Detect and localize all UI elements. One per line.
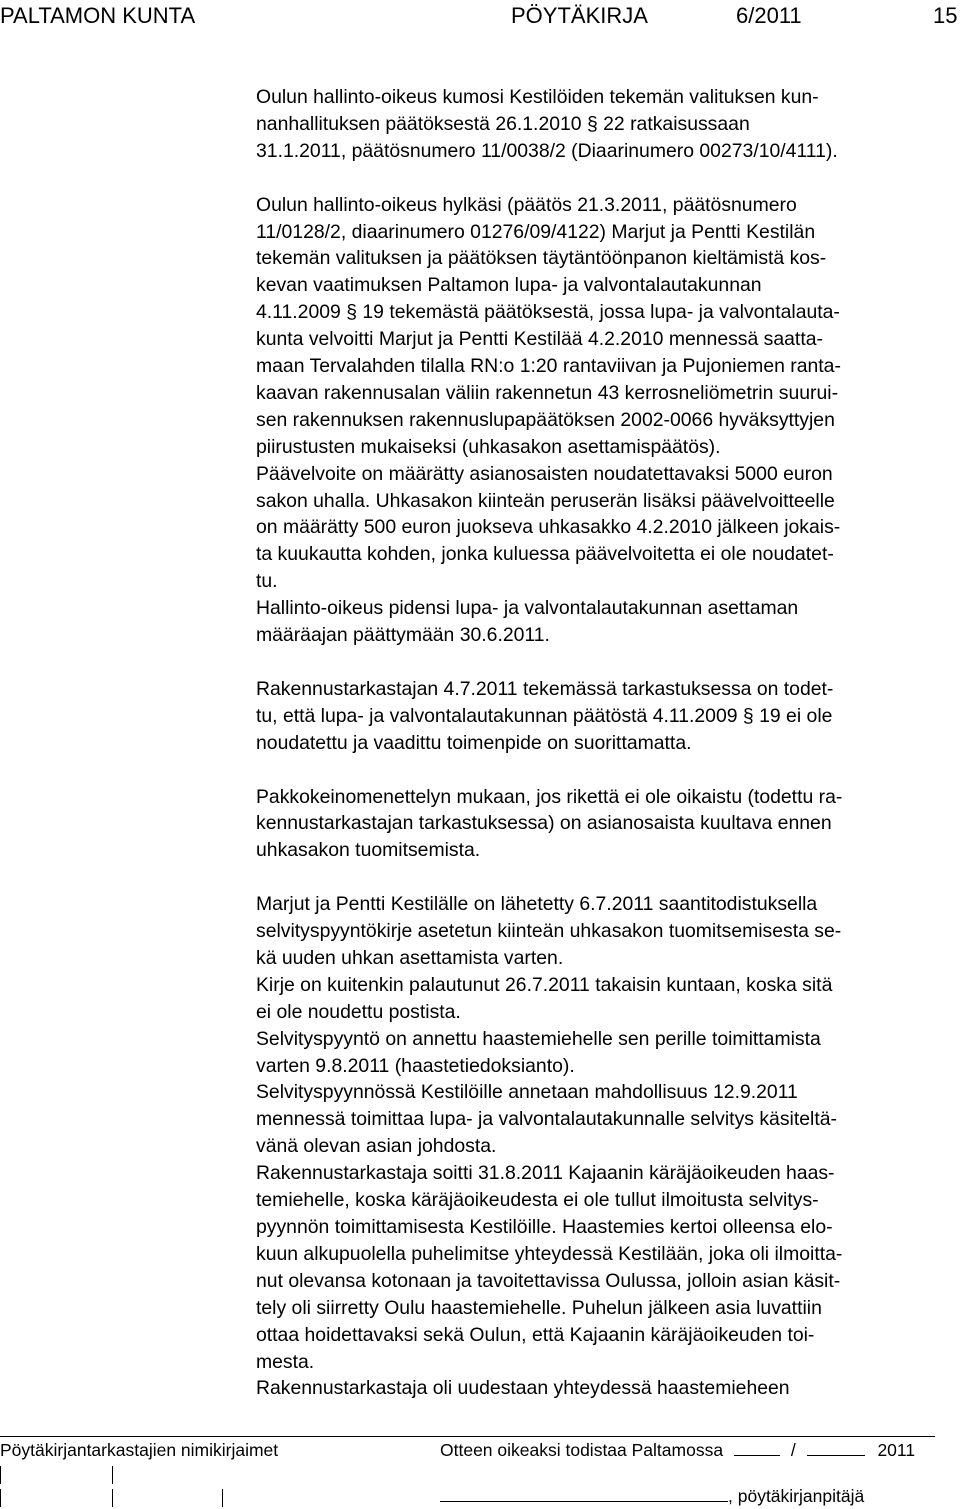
date-day-blank xyxy=(734,1440,780,1456)
text-line: Selvityspyyntö on annettu haastemiehelle sen perille toimittamista xyxy=(256,1027,821,1050)
text-line: mennessä toimittaa lupa- ja valvontalautakunnalle selvitys käsiteltä- xyxy=(256,1108,837,1131)
text-line: kuun alkupuolella puhelimitse yhteydessä Kestilään, joka oli ilmoitta- xyxy=(256,1242,843,1265)
text-line: Selvityspyynnössä Kestilöille annetaan mahdollisuus 12.9.2011 xyxy=(256,1081,798,1104)
document-type: PÖYTÄKIRJA xyxy=(511,3,648,28)
initials-box-divider xyxy=(112,1489,113,1507)
municipality-name: PALTAMON KUNTA xyxy=(0,3,196,28)
text-line: Rakennustarkastaja oli uudestaan yhteydessä haastemieheen xyxy=(256,1377,790,1400)
text-line: ta kuukautta kohden, jonka kuluessa päävelvoitetta ei ole noudatet- xyxy=(256,543,834,566)
text-line: tu, että lupa- ja valvontalautakunnan päätöstä 4.11.2009 § 19 ei ole xyxy=(256,704,833,727)
text-line: kä uuden uhkan asettamista varten. xyxy=(256,946,564,969)
footer-divider xyxy=(0,1436,935,1437)
initials-box-divider xyxy=(0,1489,1,1507)
document-body xyxy=(256,84,956,1402)
text-line: nanhallituksen päätöksestä 26.1.2010 § 22 ratkaisussaan xyxy=(256,112,750,135)
text-line: Päävelvoite on määrätty asianosaisten noudatettavaksi 5000 euron xyxy=(256,462,833,485)
minutes-number: 6/2011 xyxy=(736,3,802,28)
text-line: tekemän valituksen ja päätöksen täytäntöönpanon kieltämistä kos- xyxy=(256,247,827,270)
date-separator: / xyxy=(790,1440,796,1460)
text-line: mesta. xyxy=(256,1350,315,1373)
text-line: Rakennustarkastajan 4.7.2011 tekemässä tarkastuksessa on todet- xyxy=(256,677,834,700)
text-line: 4.11.2009 § 19 tekemästä päätöksestä, jossa lupa- ja valvontalauta- xyxy=(256,301,840,324)
text-line: kunta velvoitti Marjut ja Pentti Kestilää 4.2.2010 mennessä saatta- xyxy=(256,328,823,351)
text-line: maan Tervalahden tilalla RN:o 1:20 rantaviivan ja Pujoniemen ranta- xyxy=(256,355,841,378)
text-line: Hallinto-oikeus pidensi lupa- ja valvontalautakunnan asettaman xyxy=(256,597,799,620)
reviewer-initials-label: Pöytäkirjantarkastajien nimikirjaimet xyxy=(0,1440,279,1460)
text-line: tu. xyxy=(256,570,278,593)
minutes-keeper-label: , pöytäkirjanpitäjä xyxy=(728,1486,865,1506)
paragraph-inspection xyxy=(256,676,956,757)
text-line: varten 9.8.2011 (haastetiedoksianto). xyxy=(256,1054,575,1077)
signature-line xyxy=(440,1486,864,1507)
paragraph-appeal-rejected xyxy=(256,192,956,649)
initials-box-divider xyxy=(222,1489,223,1507)
text-line: kaavan rakennusalan väliin rakennetun 43 kerrosneliömetrin suurui- xyxy=(256,381,839,404)
text-line: ottaa hoidettavaksi sekä Oulun, että Kajaanin käräjäoikeuden toi- xyxy=(256,1323,815,1346)
text-line: tely oli siirretty Oulu haastemiehelle. Puhelun jälkeen asia luvattiin xyxy=(256,1296,822,1319)
text-line: 11/0128/2, diaarinumero 01276/09/4122) Marjut ja Pentti Kestilän xyxy=(256,220,816,243)
text-line: määräajan päättymään 30.6.2011. xyxy=(256,624,550,647)
initials-box-divider xyxy=(112,1466,113,1484)
text-line: vänä olevan asian johdosta. xyxy=(256,1135,497,1158)
page-header xyxy=(0,0,960,36)
text-line: Pakkokeinomenettelyn mukaan, jos rikettä ei ole oikaistu (todettu ra- xyxy=(256,785,843,808)
text-line: ei ole noudettu postista. xyxy=(256,1000,461,1023)
text-line: pyynnön toimittamisesta Kestilöille. Haastemies kertoi olleensa elo- xyxy=(256,1216,833,1238)
certified-copy-text: Otteen oikeaksi todistaa Paltamossa xyxy=(440,1440,724,1460)
text-line: piirustusten mukaiseksi (uhkasakon asettamispäätös). xyxy=(256,435,721,458)
signature-blank xyxy=(440,1486,728,1502)
text-line: Rakennustarkastaja soitti 31.8.2011 Kajaanin käräjäoikeuden haas- xyxy=(256,1162,835,1185)
text-line: kevan vaatimuksen Paltamon lupa- ja valvontalautakunnan xyxy=(256,274,762,297)
text-line: nut olevansa kotonaan ja tavoitettavissa Oulussa, jolloin asian käsit- xyxy=(256,1269,841,1292)
text-line: kennustarkastajan tarkastuksessa) on asianosaista kuultava ennen xyxy=(256,812,832,835)
date-month-blank xyxy=(807,1440,865,1456)
text-line: 31.1.2011, päätösnumero 11/0038/2 (Diaarinumero 00273/10/4111). xyxy=(256,139,838,162)
text-line: noudatettu ja vaadittu toimenpide on suorittamatta. xyxy=(256,731,692,754)
text-line: Kirje on kuitenkin palautunut 26.7.2011 takaisin kuntaan, koska sitä xyxy=(256,973,833,996)
text-line: Oulun hallinto-oikeus hylkäsi (päätös 21.3.2011, päätösnumero xyxy=(256,193,797,216)
text-line: sakon uhalla. Uhkasakon kiinteän peruserän lisäksi päävelvoitteelle xyxy=(256,489,835,512)
text-line: on määrätty 500 euron juokseva uhkasakko 4.2.2010 jälkeen jokais- xyxy=(256,516,841,539)
page-footer xyxy=(0,1438,960,1508)
text-line: temiehelle, koska käräjäoikeudesta ei ole tullut ilmoitusta selvitys- xyxy=(256,1189,819,1212)
paragraph-correspondence xyxy=(256,891,956,1402)
paragraph-appeal-overturned xyxy=(256,84,956,165)
text-line: sen rakennuksen rakennuslupapäätöksen 2002-0066 hyväksyttyjen xyxy=(256,408,835,431)
initials-box-divider xyxy=(0,1466,1,1484)
text-line: uhkasakon tuomitsemista. xyxy=(256,839,481,862)
page-number: 15 xyxy=(933,3,958,28)
paragraph-coercive-procedure xyxy=(256,784,956,865)
text-line: Marjut ja Pentti Kestilälle on lähetetty 6.7.2011 saantitodistuksella xyxy=(256,893,818,916)
certified-copy-label xyxy=(440,1440,915,1461)
date-year: 2011 xyxy=(877,1440,916,1460)
text-line: selvityspyyntökirje asetetun kiinteän uhkasakon tuomitsemisesta se- xyxy=(256,920,842,943)
text-line: Oulun hallinto-oikeus kumosi Kestilöiden tekemän valituksen kun- xyxy=(256,86,819,108)
